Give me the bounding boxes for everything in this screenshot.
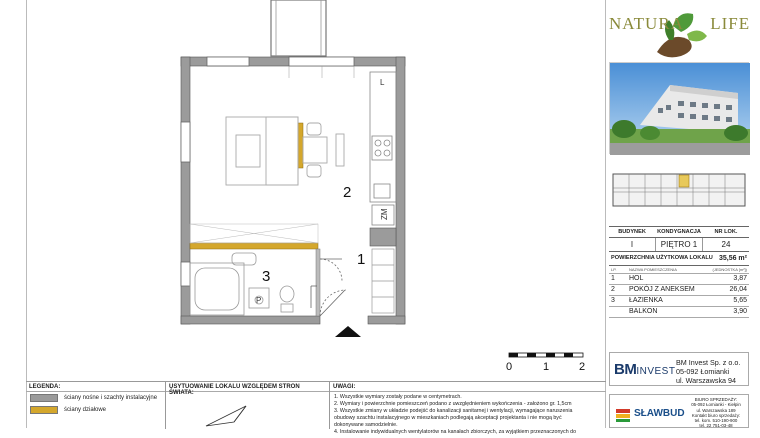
subheader-lp: LP. [611, 267, 617, 272]
legend-label-partitions: ściany działowe [64, 407, 107, 413]
legend-label-walls: ściany nośne i szachty instalacyjne [64, 395, 158, 401]
developer-box [609, 352, 749, 386]
total-area-row [609, 252, 749, 266]
total-area-label: POWIERZCHNIA UŻYTKOWA LOKALU [611, 255, 713, 261]
room-number-2: 2 [343, 184, 352, 201]
zm-mark: ZM [380, 208, 389, 220]
table-row [609, 307, 749, 318]
brand-life: LIFE [710, 14, 751, 33]
note-line: obudowy szachtu instalacyjnego w mieszkaniach podlegają akceptacji projektanta i nie mogą być [334, 415, 562, 421]
room-name: ŁAZIENKA [629, 297, 663, 304]
room-area: 3,90 [733, 308, 747, 315]
unit-highlight [679, 175, 689, 187]
scale-label-1: 1 [543, 361, 550, 373]
slawbud-logo-icon [616, 407, 632, 423]
scale-label-2: 2 [579, 361, 586, 373]
address-line: 05-092 Łomianki [676, 367, 730, 376]
natura-life-logo [609, 0, 749, 60]
value-floor: PIĘTRO 1 [656, 238, 703, 251]
building-render-image [609, 62, 749, 154]
legend-item-partitions [26, 404, 165, 416]
partition-walls [190, 123, 318, 249]
counter-mark: L [380, 78, 385, 87]
brand-natura: NATURA [609, 14, 684, 33]
subheader-name: NAZWA POMIESZCZENIA [629, 267, 677, 272]
balcony-outline [271, 0, 326, 56]
room-name: POKÓJ Z ANEKSEM [629, 286, 695, 293]
value-building: I [609, 238, 656, 251]
logo-bm: BM [614, 361, 637, 378]
washer-mark: P [256, 296, 262, 305]
note-line: 1. Wszystkie wymiary zostały podane w centymetrach. [334, 394, 462, 400]
header-building: BUDYNEK [618, 229, 646, 235]
wardrobe [372, 249, 394, 313]
notes-panel [330, 382, 606, 435]
sales-office-box [609, 394, 749, 428]
brand-wordmark [609, 14, 749, 34]
entrance-arrow-icon [335, 326, 361, 337]
legend-swatch-walls [30, 394, 58, 402]
furniture [226, 117, 344, 185]
office-line: 05-092 Łomianki - Kiełpin [691, 402, 741, 408]
scale-label-0: 0 [506, 361, 513, 373]
sales-office-address [684, 397, 748, 429]
legend-panel [26, 382, 166, 429]
room-area: 5,65 [733, 297, 747, 304]
table-row [609, 274, 749, 285]
info-header-row [609, 226, 749, 238]
header-unit-no: NR LOK. [714, 229, 738, 235]
orientation-header: USYTUOWANIE LOKALU WZGLĘDEM STRON ŚWIATA: [166, 382, 329, 392]
notes-list [330, 392, 606, 438]
office-line: ul. Warszawska 189 [696, 407, 736, 413]
developer-address [676, 358, 740, 385]
built-in-hatch [190, 224, 318, 243]
office-line: BIURO SPRZEDAŻY: [694, 397, 738, 402]
office-line: tel. 22 751-03-48 [699, 423, 733, 429]
note-line: 4. Instalowanie indywidualnych wentylatorów na kanałach zbiorczych, za wyjątkiem przeznaczonych do [334, 429, 577, 435]
kitchen-counter [370, 72, 396, 202]
room-number-1: 1 [357, 251, 366, 268]
table-row [609, 296, 749, 307]
slawbud-logo: SŁAWBUD [634, 408, 685, 419]
legend-header: LEGENDA: [26, 382, 165, 392]
compass-icon [166, 392, 330, 428]
header-floor: KONDYGNACJA [657, 229, 701, 235]
building-key-plan [609, 168, 749, 214]
room-lp: 1 [611, 275, 615, 282]
address-line: BM Invest Sp. z o.o. [676, 358, 741, 367]
windows [181, 57, 354, 286]
key-plan [609, 168, 749, 214]
table-row [609, 285, 749, 296]
room-name: HOL [629, 275, 644, 282]
unit-info-table [609, 226, 749, 318]
total-area-value: 35,56 m² [718, 255, 747, 262]
address-line: ul. Warszawska 94 [676, 376, 737, 385]
subheader-unit: (JEDNOSTKA [m²]) [712, 267, 747, 272]
load-bearing-walls [181, 57, 405, 324]
room-name: BALKON [629, 308, 658, 315]
bottom-info-strip [26, 381, 606, 435]
logo-invest: INVEST [636, 366, 676, 377]
room-number-3: 3 [262, 268, 271, 285]
legend-item-walls [26, 392, 165, 404]
room-lp: 2 [611, 286, 615, 293]
note-line: dokonywane samodzielnie. [334, 422, 398, 428]
scale-bar [506, 353, 585, 373]
value-unit-no: 24 [721, 240, 731, 249]
note-line: 3. Wszystkie zmiany w układzie podejść do kanalizacji sanitarnej i wentylacji, wymagające naruszenia [334, 408, 573, 414]
legend-swatch-partitions [30, 406, 58, 414]
room-table-subheader [609, 266, 749, 274]
note-line: 2. Wymiary i powierzchnie pomieszczeń podano z uwzględnieniem wykończenia - założono gr. 1,5cm [334, 401, 572, 407]
room-lp [611, 308, 629, 316]
bathroom-fixtures [190, 253, 294, 315]
room-lp: 3 [611, 297, 615, 304]
info-value-row [609, 238, 749, 252]
office-line: tel. kom. 510-190-900 [694, 418, 738, 424]
notes-header: UWAGI: [330, 382, 606, 392]
building-render [610, 63, 750, 155]
info-sidebar [609, 0, 760, 428]
bm-invest-logo [614, 361, 675, 378]
orientation-panel [166, 382, 330, 429]
office-line: Kontakt biuro sprzedaży: [691, 412, 741, 418]
room-area: 3,87 [733, 275, 747, 282]
room-area: 26,04 [729, 286, 747, 293]
